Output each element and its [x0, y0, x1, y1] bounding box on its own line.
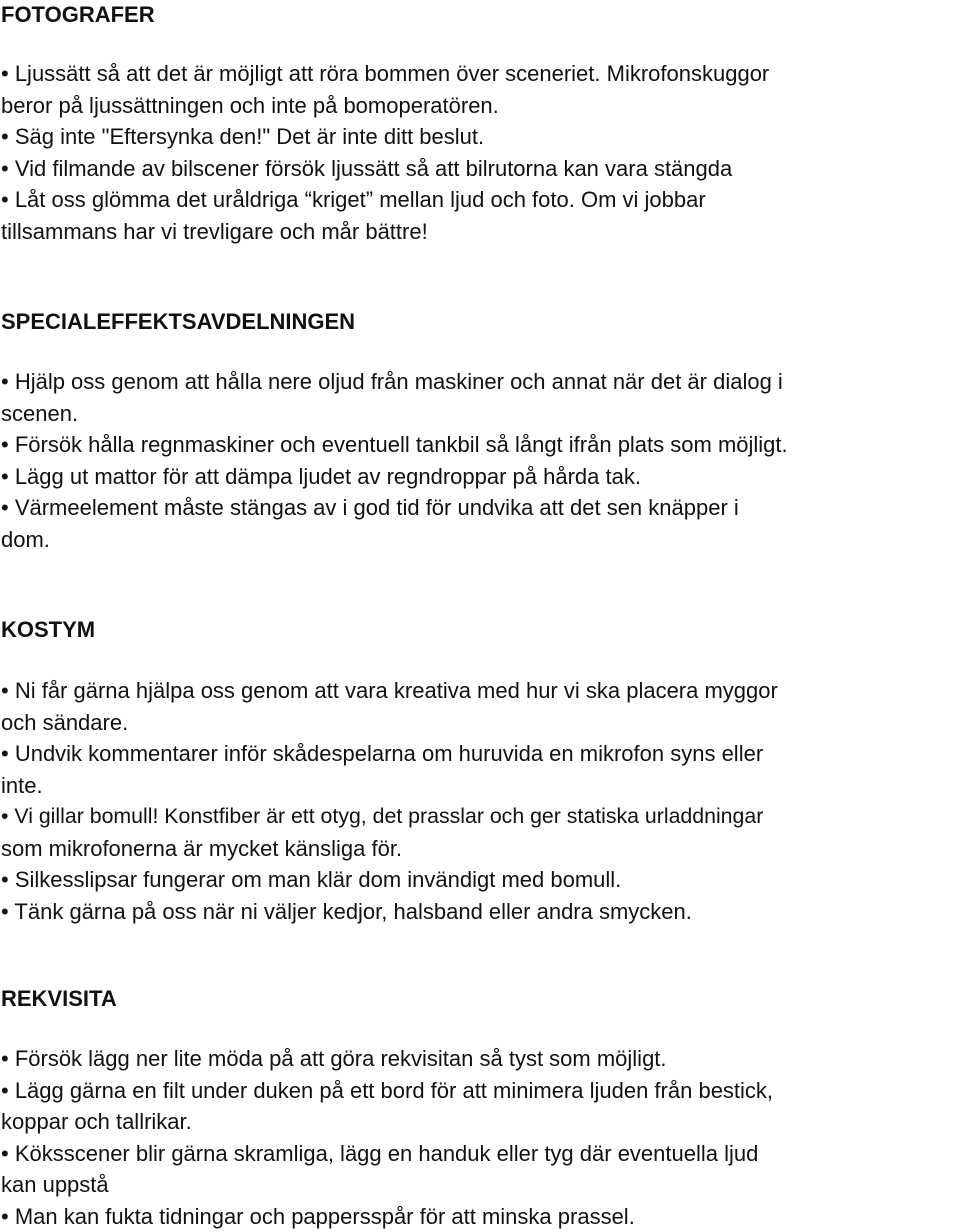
list-line: • Hjälp oss genom att hålla nere oljud från maskiner och annat när det är dialog i	[0, 366, 960, 398]
section-rekvisita	[0, 986, 960, 1012]
section-specialeffekter	[0, 309, 960, 335]
section-heading: SPECIALEFFEKTSAVDELNINGEN	[0, 309, 960, 335]
list-line: beror på ljussättningen och inte på bomoperatören.	[0, 90, 960, 122]
list-line: scenen.	[0, 398, 960, 430]
list-line: • Vi gillar bomull! Konstfiber är ett otyg, det prasslar och ger statiska urladdningar	[0, 801, 960, 833]
list-line: • Köksscener blir gärna skramliga, lägg en handuk eller tyg där eventuella ljud	[0, 1138, 960, 1170]
list-line: • Försök hålla regnmaskiner och eventuell tankbil så långt ifrån plats som möjligt.	[0, 429, 960, 461]
list-line: • Ni får gärna hjälpa oss genom att vara kreativa med hur vi ska placera myggor	[0, 675, 960, 707]
list-line: • Säg inte "Eftersynka den!" Det är inte ditt beslut.	[0, 121, 960, 153]
section-kostym-list	[0, 675, 960, 927]
list-line: koppar och tallrikar.	[0, 1106, 960, 1138]
list-line: • Lägg ut mattor för att dämpa ljudet av regndroppar på hårda tak.	[0, 461, 960, 493]
list-line: • Silkesslipsar fungerar om man klär dom invändigt med bomull.	[0, 864, 960, 896]
list-line: • Man kan fukta tidningar och pappersspår för att minska prassel.	[0, 1201, 960, 1232]
section-kostym	[0, 617, 960, 643]
list-line: dom.	[0, 524, 960, 556]
section-heading: REKVISITA	[0, 986, 960, 1012]
section-fotografer	[0, 2, 960, 28]
section-heading: KOSTYM	[0, 617, 960, 643]
section-rekvisita-list	[0, 1043, 960, 1232]
list-line: tillsammans har vi trevligare och mår bättre!	[0, 216, 960, 248]
list-line: • Värmeelement måste stängas av i god tid för undvika att det sen knäpper i	[0, 492, 960, 524]
list-line: och sändare.	[0, 707, 960, 739]
list-line: • Vid filmande av bilscener försök ljussätt så att bilrutorna kan vara stängda	[0, 153, 960, 185]
section-fotografer-list	[0, 58, 960, 247]
list-line: • Låt oss glömma det uråldriga “kriget” mellan ljud och foto. Om vi jobbar	[0, 184, 960, 216]
list-line: inte.	[0, 770, 960, 802]
list-line: • Försök lägg ner lite möda på att göra rekvisitan så tyst som möjligt.	[0, 1043, 960, 1075]
list-line: • Lägg gärna en filt under duken på ett bord för att minimera ljuden från bestick,	[0, 1075, 960, 1107]
section-specialeffekter-list	[0, 366, 960, 555]
list-line: • Ljussätt så att det är möjligt att röra bommen över sceneriet. Mikrofonskuggor	[0, 58, 960, 90]
section-heading: FOTOGRAFER	[0, 2, 960, 28]
list-line: • Undvik kommentarer inför skådespelarna om huruvida en mikrofon syns eller	[0, 738, 960, 770]
list-line: kan uppstå	[0, 1169, 960, 1201]
list-line: • Tänk gärna på oss när ni väljer kedjor, halsband eller andra smycken.	[0, 896, 960, 928]
list-line: som mikrofonerna är mycket känsliga för.	[0, 833, 960, 865]
